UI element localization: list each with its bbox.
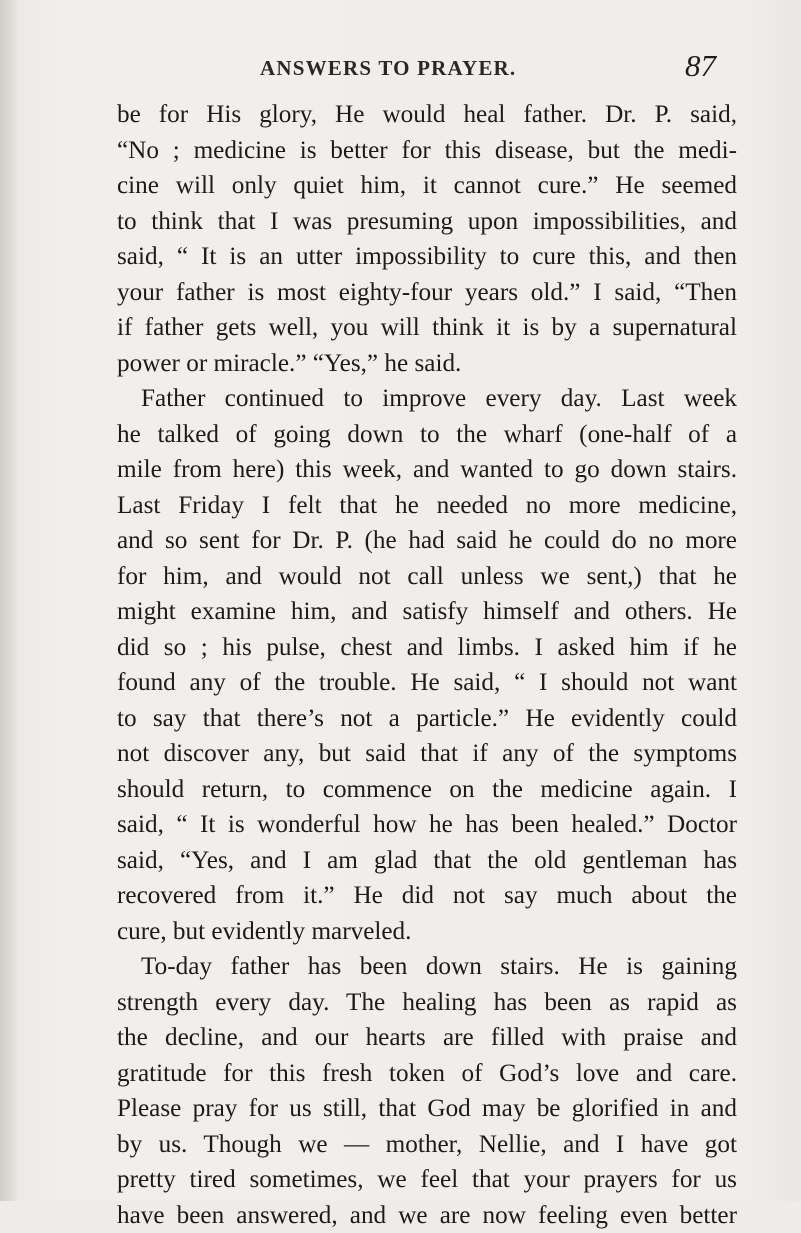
text-line: mile from here) this week, and wanted to go down stairs. [117, 452, 737, 488]
binding-shadow [0, 0, 18, 1201]
text-line: pretty tired sometimes, we feel that your prayers for us [117, 1162, 737, 1198]
page-header [118, 48, 738, 88]
text-line: by us. Though we — mother, Nellie, and I have got [117, 1127, 737, 1163]
text-line: should return, to commence on the medicine again. I [117, 772, 737, 808]
text-line: recovered from it.” He did not say much about the [117, 878, 737, 914]
text-line: if father gets well, you will think it is by a supernatural [117, 310, 737, 346]
text-line: Last Friday I felt that he needed no more medicine, [117, 488, 737, 524]
text-line: gratitude for this fresh token of God’s love and care. [117, 1056, 737, 1092]
text-line: he talked of going down to the wharf (one-half of a [117, 417, 737, 453]
text-line: might examine him, and satisfy himself and others. He [117, 594, 737, 630]
text-line: power or miracle.” “Yes,” he said. [117, 346, 737, 382]
running-head: ANSWERS TO PRAYER. [260, 56, 516, 81]
text-line: cine will only quiet him, it cannot cure.” He seemed [117, 168, 737, 204]
text-line: found any of the trouble. He said, “ I should not want [117, 665, 737, 701]
text-line: the decline, and our hearts are filled with praise and [117, 1020, 737, 1056]
text-line: “No ; medicine is better for this disease, but the medi- [117, 133, 737, 169]
text-line: Please pray for us still, that God may be glorified in and [117, 1091, 737, 1127]
text-line: Father continued to improve every day. Last week [117, 381, 737, 417]
text-line: not discover any, but said that if any of the symptoms [117, 736, 737, 772]
text-line: did so ; his pulse, chest and limbs. I asked him if he [117, 630, 737, 666]
text-line: to say that there’s not a particle.” He evidently could [117, 701, 737, 737]
text-line: to think that I was presuming upon impossibilities, and [117, 204, 737, 240]
text-line: for him, and would not call unless we sent,) that he [117, 559, 737, 595]
text-line: your father is most eighty-four years old.” I said, “Then [117, 275, 737, 311]
text-line: strength every day. The healing has been as rapid as [117, 985, 737, 1021]
text-line: and so sent for Dr. P. (he had said he could do no more [117, 523, 737, 559]
text-line: have been answered, and we are now feeling even better [117, 1198, 737, 1233]
text-line: To-day father has been down stairs. He is gaining [117, 949, 737, 985]
text-line: said, “Yes, and I am glad that the old gentleman has [117, 843, 737, 879]
text-line: cure, but evidently marveled. [117, 914, 737, 950]
text-line: said, “ It is wonderful how he has been healed.” Doctor [117, 807, 737, 843]
text-line: be for His glory, He would heal father. Dr. P. said, [117, 97, 737, 133]
text-line: said, “ It is an utter impossibility to cure this, and then [117, 239, 737, 275]
page-number: 87 [685, 48, 716, 84]
body-text [117, 97, 737, 1233]
